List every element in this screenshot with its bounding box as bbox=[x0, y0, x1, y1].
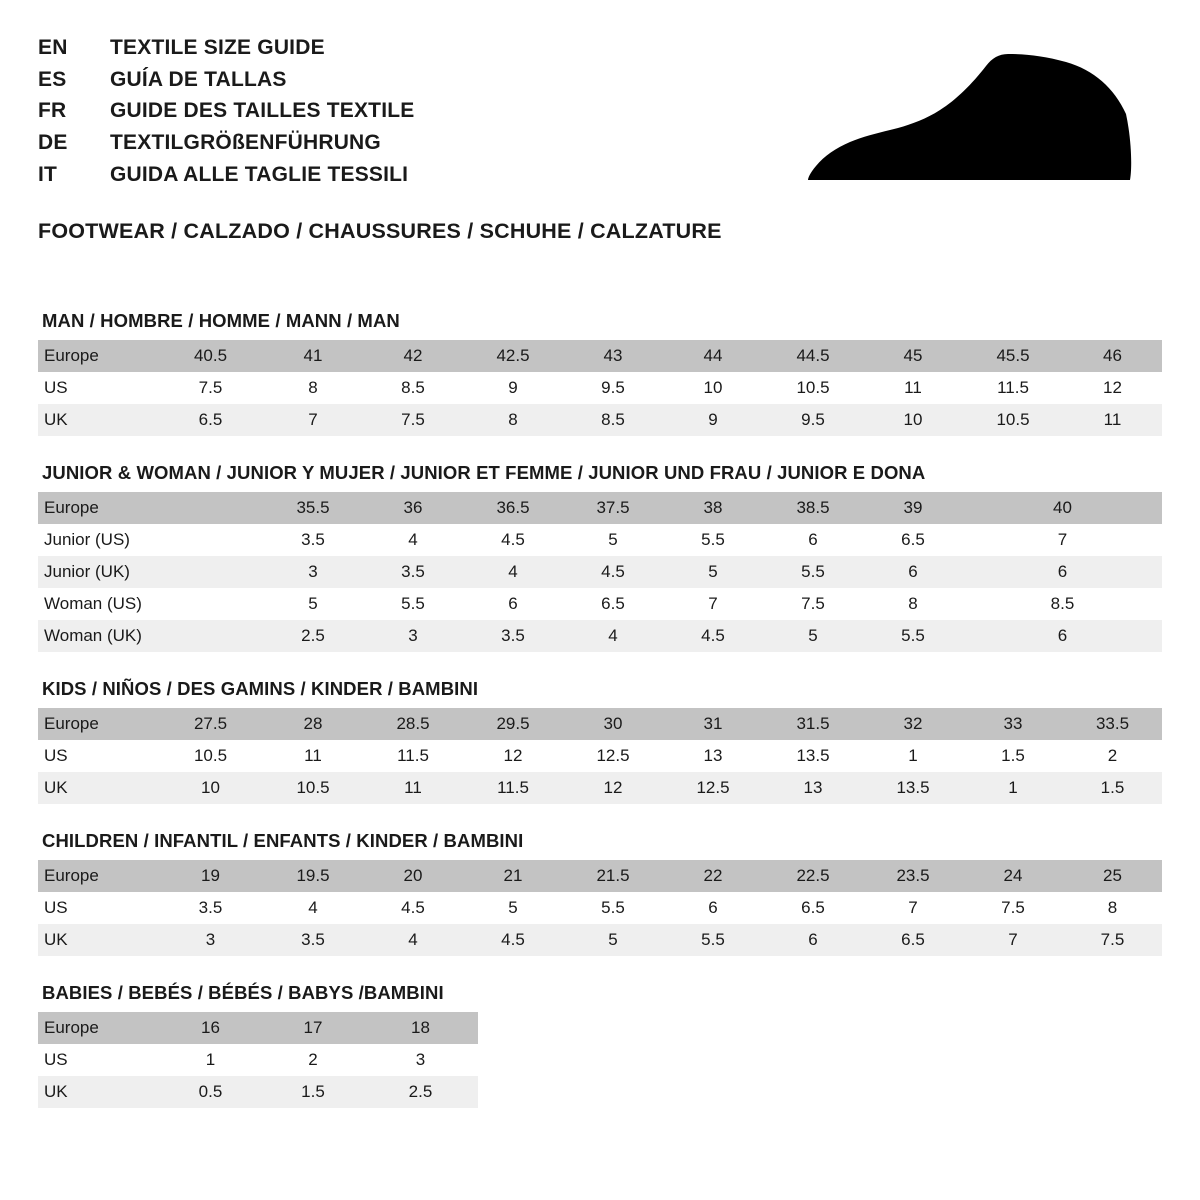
cell: 6 bbox=[863, 556, 963, 588]
cell: 28 bbox=[263, 708, 363, 740]
cell: 6.5 bbox=[158, 404, 263, 436]
section-man bbox=[38, 310, 1162, 436]
cell: 36.5 bbox=[463, 492, 563, 524]
table-row bbox=[38, 772, 1162, 804]
row-label: US bbox=[38, 892, 158, 924]
cell: 7 bbox=[663, 588, 763, 620]
language-row bbox=[38, 161, 414, 189]
cell: 37.5 bbox=[563, 492, 663, 524]
cell: 1.5 bbox=[963, 740, 1063, 772]
table-row bbox=[38, 1012, 478, 1044]
cell: 7 bbox=[863, 892, 963, 924]
cell: 11.5 bbox=[463, 772, 563, 804]
cell: 2 bbox=[1063, 740, 1162, 772]
cell: 12 bbox=[563, 772, 663, 804]
cell: 12 bbox=[1063, 372, 1162, 404]
cell: 1 bbox=[863, 740, 963, 772]
cell: 3.5 bbox=[363, 556, 463, 588]
cell: 9 bbox=[463, 372, 563, 404]
cell: 2.5 bbox=[363, 1076, 478, 1108]
cell: 25 bbox=[1063, 860, 1162, 892]
cell: 8 bbox=[263, 372, 363, 404]
cell: 5 bbox=[663, 556, 763, 588]
cell: 11 bbox=[263, 740, 363, 772]
cell: 3 bbox=[363, 620, 463, 652]
cell: 17 bbox=[263, 1012, 363, 1044]
row-label: Woman (US) bbox=[38, 588, 158, 620]
cell: 6.5 bbox=[563, 588, 663, 620]
size-table-kids bbox=[38, 708, 1162, 804]
cell: 1 bbox=[158, 1044, 263, 1076]
cell: 7 bbox=[963, 924, 1063, 956]
cell: 13 bbox=[763, 772, 863, 804]
row-label: Woman (UK) bbox=[38, 620, 158, 652]
language-row bbox=[38, 97, 414, 125]
cell: 3 bbox=[263, 556, 363, 588]
cell: 8.5 bbox=[363, 372, 463, 404]
table-row bbox=[38, 524, 1162, 556]
cell: 33.5 bbox=[1063, 708, 1162, 740]
cell: 8.5 bbox=[563, 404, 663, 436]
row-label: US bbox=[38, 372, 158, 404]
cell: 7 bbox=[263, 404, 363, 436]
table-row bbox=[38, 924, 1162, 956]
row-label: Europe bbox=[38, 1012, 158, 1044]
cell: 5 bbox=[263, 588, 363, 620]
cell: 6.5 bbox=[863, 524, 963, 556]
cell: 38 bbox=[663, 492, 763, 524]
cell: 19 bbox=[158, 860, 263, 892]
row-label: UK bbox=[38, 924, 158, 956]
cell: 11 bbox=[1063, 404, 1162, 436]
language-title: GUÍA DE TALLAS bbox=[110, 67, 287, 91]
table-row bbox=[38, 708, 1162, 740]
size-sections bbox=[38, 310, 1162, 1108]
table-row bbox=[38, 340, 1162, 372]
cell: 2.5 bbox=[263, 620, 363, 652]
cell: 5.5 bbox=[363, 588, 463, 620]
row-label: Europe bbox=[38, 492, 158, 524]
cell: 31 bbox=[663, 708, 763, 740]
cell: 7.5 bbox=[963, 892, 1063, 924]
cell: 22 bbox=[663, 860, 763, 892]
row-label: UK bbox=[38, 404, 158, 436]
page-header bbox=[38, 34, 1162, 189]
cell: 8.5 bbox=[963, 588, 1162, 620]
cell: 4.5 bbox=[463, 524, 563, 556]
language-list bbox=[38, 34, 414, 189]
size-table-man bbox=[38, 340, 1162, 436]
cell bbox=[158, 588, 263, 620]
cell: 20 bbox=[363, 860, 463, 892]
cell: 16 bbox=[158, 1012, 263, 1044]
cell: 3 bbox=[158, 924, 263, 956]
section-title: BABIES / BEBÉS / BÉBÉS / BABYS /BAMBINI bbox=[42, 981, 444, 1003]
row-label: Junior (UK) bbox=[38, 556, 158, 588]
table-row bbox=[38, 404, 1162, 436]
language-title: TEXTILGRÖßENFÜHRUNG bbox=[110, 131, 381, 155]
cell: 38.5 bbox=[763, 492, 863, 524]
cell: 22.5 bbox=[763, 860, 863, 892]
cell: 5 bbox=[463, 892, 563, 924]
language-code: IT bbox=[38, 162, 58, 186]
cell: 4.5 bbox=[563, 556, 663, 588]
cell: 4 bbox=[463, 556, 563, 588]
cell: 7.5 bbox=[363, 404, 463, 436]
cell: 2 bbox=[263, 1044, 363, 1076]
cell: 27.5 bbox=[158, 708, 263, 740]
cell: 5 bbox=[763, 620, 863, 652]
table-row bbox=[38, 860, 1162, 892]
cell: 11.5 bbox=[963, 372, 1063, 404]
cell: 13.5 bbox=[863, 772, 963, 804]
cell: 5.5 bbox=[663, 524, 763, 556]
row-label: Junior (US) bbox=[38, 524, 158, 556]
section-title: MAN / HOMBRE / HOMME / MANN / MAN bbox=[42, 309, 400, 331]
row-label: UK bbox=[38, 1076, 158, 1108]
dress-shoe-icon bbox=[784, 52, 1144, 182]
cell: 6.5 bbox=[763, 892, 863, 924]
section-kids bbox=[38, 678, 1162, 804]
cell: 28.5 bbox=[363, 708, 463, 740]
cell: 9.5 bbox=[763, 404, 863, 436]
cell: 10 bbox=[158, 772, 263, 804]
cell: 6 bbox=[763, 924, 863, 956]
cell: 30 bbox=[563, 708, 663, 740]
cell: 1.5 bbox=[263, 1076, 363, 1108]
language-row bbox=[38, 129, 414, 157]
table-row bbox=[38, 740, 1162, 772]
language-code: ES bbox=[38, 67, 67, 91]
cell: 5.5 bbox=[763, 556, 863, 588]
cell: 9 bbox=[663, 404, 763, 436]
cell: 5 bbox=[563, 924, 663, 956]
cell: 3.5 bbox=[463, 620, 563, 652]
cell: 4 bbox=[563, 620, 663, 652]
cell: 8 bbox=[863, 588, 963, 620]
cell: 13 bbox=[663, 740, 763, 772]
cell: 10.5 bbox=[263, 772, 363, 804]
cell: 4 bbox=[263, 892, 363, 924]
language-row bbox=[38, 34, 414, 62]
language-code: EN bbox=[38, 36, 68, 59]
cell: 7 bbox=[963, 524, 1162, 556]
cell: 29.5 bbox=[463, 708, 563, 740]
cell: 10 bbox=[863, 404, 963, 436]
size-table-babies bbox=[38, 1012, 478, 1108]
cell: 5 bbox=[563, 524, 663, 556]
table-row bbox=[38, 1076, 478, 1108]
section-title: JUNIOR & WOMAN / JUNIOR Y MUJER / JUNIOR ET FEMME / JUNIOR UND FRAU / JUNIOR E DONA bbox=[42, 461, 926, 483]
cell: 6 bbox=[663, 892, 763, 924]
cell: 11 bbox=[863, 372, 963, 404]
cell: 4.5 bbox=[463, 924, 563, 956]
cell: 4 bbox=[363, 924, 463, 956]
cell: 12.5 bbox=[663, 772, 763, 804]
cell: 1.5 bbox=[1063, 772, 1162, 804]
table-row bbox=[38, 556, 1162, 588]
cell: 3 bbox=[363, 1044, 478, 1076]
cell: 45.5 bbox=[963, 340, 1063, 372]
cell: 7.5 bbox=[158, 372, 263, 404]
cell: 8 bbox=[463, 404, 563, 436]
cell: 6 bbox=[963, 556, 1162, 588]
cell: 4.5 bbox=[663, 620, 763, 652]
table-row bbox=[38, 892, 1162, 924]
cell: 4.5 bbox=[363, 892, 463, 924]
cell: 12 bbox=[463, 740, 563, 772]
cell: 9.5 bbox=[563, 372, 663, 404]
language-title: GUIDA ALLE TAGLIE TESSILI bbox=[110, 162, 409, 186]
cell: 43 bbox=[563, 340, 663, 372]
language-code: FR bbox=[38, 99, 67, 123]
table-row bbox=[38, 620, 1162, 652]
cell: 3.5 bbox=[158, 892, 263, 924]
cell: 42 bbox=[363, 340, 463, 372]
language-title: GUIDE DES TAILLES TEXTILE bbox=[110, 99, 415, 123]
section-children bbox=[38, 830, 1162, 956]
cell: 23.5 bbox=[863, 860, 963, 892]
row-label: UK bbox=[38, 772, 158, 804]
cell: 33 bbox=[963, 708, 1063, 740]
cell: 13.5 bbox=[763, 740, 863, 772]
cell: 39 bbox=[863, 492, 963, 524]
cell: 0.5 bbox=[158, 1076, 263, 1108]
cell: 36 bbox=[363, 492, 463, 524]
cell: 10 bbox=[663, 372, 763, 404]
table-row bbox=[38, 492, 1162, 524]
language-row bbox=[38, 66, 414, 94]
cell bbox=[158, 556, 263, 588]
language-code: DE bbox=[38, 131, 68, 155]
table-row bbox=[38, 372, 1162, 404]
size-table-junior-woman bbox=[38, 492, 1162, 652]
row-label: Europe bbox=[38, 708, 158, 740]
cell: 18 bbox=[363, 1012, 478, 1044]
cell: 31.5 bbox=[763, 708, 863, 740]
cell: 46 bbox=[1063, 340, 1162, 372]
cell: 40 bbox=[963, 492, 1162, 524]
cell: 5.5 bbox=[563, 892, 663, 924]
cell: 6 bbox=[463, 588, 563, 620]
cell: 3.5 bbox=[263, 524, 363, 556]
cell: 5.5 bbox=[863, 620, 963, 652]
cell: 4 bbox=[363, 524, 463, 556]
cell: 8 bbox=[1063, 892, 1162, 924]
cell bbox=[158, 620, 263, 652]
cell: 45 bbox=[863, 340, 963, 372]
cell: 44 bbox=[663, 340, 763, 372]
cell: 7.5 bbox=[763, 588, 863, 620]
cell: 10.5 bbox=[158, 740, 263, 772]
cell: 3.5 bbox=[263, 924, 363, 956]
cell bbox=[158, 524, 263, 556]
section-title: KIDS / NIÑOS / DES GAMINS / KINDER / BAMBINI bbox=[42, 677, 479, 699]
row-label: US bbox=[38, 740, 158, 772]
section-babies bbox=[38, 982, 1162, 1108]
cell: 6.5 bbox=[863, 924, 963, 956]
section-title: CHILDREN / INFANTIL / ENFANTS / KINDER / BAMBINI bbox=[42, 829, 524, 851]
size-table-children bbox=[38, 860, 1162, 956]
table-row bbox=[38, 1044, 478, 1076]
cell: 41 bbox=[263, 340, 363, 372]
cell: 1 bbox=[963, 772, 1063, 804]
cell: 10.5 bbox=[763, 372, 863, 404]
row-label: Europe bbox=[38, 340, 158, 372]
cell: 21 bbox=[463, 860, 563, 892]
cell: 42.5 bbox=[463, 340, 563, 372]
cell: 6 bbox=[963, 620, 1162, 652]
cell: 40.5 bbox=[158, 340, 263, 372]
cell: 10.5 bbox=[963, 404, 1063, 436]
cell: 11 bbox=[363, 772, 463, 804]
table-row bbox=[38, 588, 1162, 620]
cell: 35.5 bbox=[263, 492, 363, 524]
cell: 19.5 bbox=[263, 860, 363, 892]
cell: 11.5 bbox=[363, 740, 463, 772]
row-label: Europe bbox=[38, 860, 158, 892]
cell: 44.5 bbox=[763, 340, 863, 372]
cell: 7.5 bbox=[1063, 924, 1162, 956]
language-title: TEXTILE SIZE GUIDE bbox=[110, 36, 325, 59]
cell: 21.5 bbox=[563, 860, 663, 892]
section-junior-woman bbox=[38, 462, 1162, 652]
cell: 6 bbox=[763, 524, 863, 556]
cell: 32 bbox=[863, 708, 963, 740]
cell: 5.5 bbox=[663, 924, 763, 956]
category-title: FOOTWEAR / CALZADO / CHAUSSURES / SCHUHE / CALZATURE bbox=[38, 218, 722, 243]
cell bbox=[158, 492, 263, 524]
cell: 24 bbox=[963, 860, 1063, 892]
cell: 12.5 bbox=[563, 740, 663, 772]
row-label: US bbox=[38, 1044, 158, 1076]
